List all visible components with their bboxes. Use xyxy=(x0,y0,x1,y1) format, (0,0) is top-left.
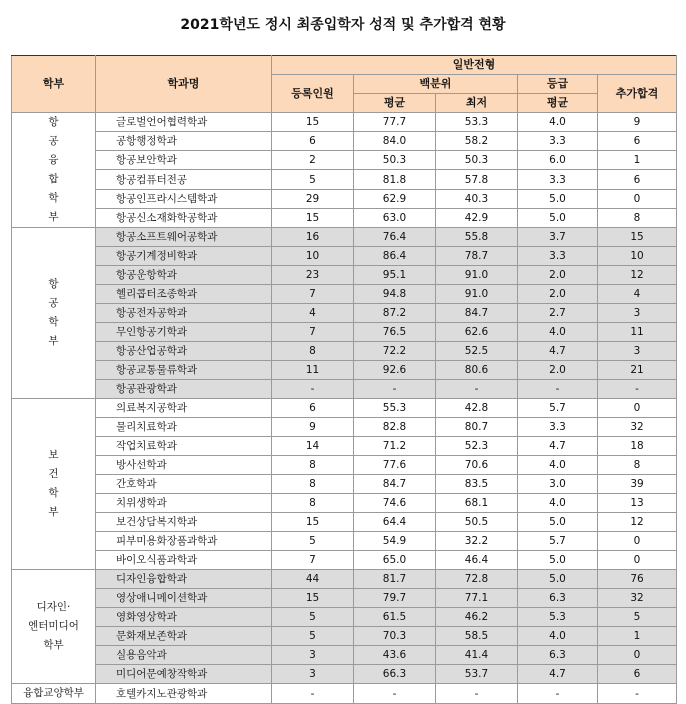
enrolled-cell: 7 xyxy=(272,551,354,570)
grade-avg-cell: 6.3 xyxy=(518,589,598,608)
table-row xyxy=(12,608,677,627)
percentile-avg-cell: 72.2 xyxy=(354,342,436,361)
additional-cell: 4 xyxy=(598,285,677,304)
enrolled-cell: 3 xyxy=(272,646,354,665)
table-row xyxy=(12,380,677,399)
percentile-avg-cell: 87.2 xyxy=(354,304,436,323)
grade-avg-cell: 4.0 xyxy=(518,494,598,513)
percentile-min-cell: 84.7 xyxy=(436,304,518,323)
grade-avg-cell: 3.0 xyxy=(518,475,598,494)
grade-avg-cell: 5.0 xyxy=(518,551,598,570)
percentile-min-cell: 58.2 xyxy=(436,132,518,151)
additional-cell: 15 xyxy=(598,228,677,247)
enrolled-cell: 5 xyxy=(272,627,354,646)
department-cell: 무인항공기학과 xyxy=(96,323,272,342)
grade-avg-cell: 5.7 xyxy=(518,532,598,551)
percentile-avg-cell: 62.9 xyxy=(354,189,436,208)
table-row xyxy=(12,399,677,418)
grade-avg-cell: 3.3 xyxy=(518,132,598,151)
division-name-line: 학 xyxy=(48,316,59,328)
division-cell xyxy=(12,570,96,684)
division-name-line: 융 xyxy=(48,154,59,166)
additional-cell: 10 xyxy=(598,247,677,266)
additional-cell: 21 xyxy=(598,361,677,380)
department-cell: 실용음악과 xyxy=(96,646,272,665)
grade-avg-cell: 3.3 xyxy=(518,418,598,437)
enrolled-cell: 16 xyxy=(272,228,354,247)
enrolled-cell: - xyxy=(272,380,354,399)
additional-cell: 1 xyxy=(598,627,677,646)
table-row xyxy=(12,170,677,189)
table-row xyxy=(12,684,677,704)
grade-avg-cell: 5.0 xyxy=(518,208,598,227)
table-row xyxy=(12,323,677,342)
table-row xyxy=(12,113,677,132)
enrolled-cell: 5 xyxy=(272,170,354,189)
division-name-line: 항 xyxy=(48,278,59,290)
percentile-min-cell: 41.4 xyxy=(436,646,518,665)
grade-avg-cell: 6.0 xyxy=(518,151,598,170)
department-cell: 항공운항학과 xyxy=(96,266,272,285)
division-name-line: 디자인· xyxy=(36,601,71,613)
table-row xyxy=(12,151,677,170)
additional-cell: 3 xyxy=(598,304,677,323)
percentile-min-cell: - xyxy=(436,684,518,704)
percentile-min-cell: 91.0 xyxy=(436,285,518,304)
department-cell: 호텔카지노관광학과 xyxy=(96,684,272,704)
additional-cell: 8 xyxy=(598,456,677,475)
division-name-line: 부 xyxy=(48,335,59,347)
grade-avg-cell: 6.3 xyxy=(518,646,598,665)
percentile-avg-cell: 70.3 xyxy=(354,627,436,646)
percentile-min-cell: 91.0 xyxy=(436,266,518,285)
department-cell: 항공전자공학과 xyxy=(96,304,272,323)
admission-results-table xyxy=(11,55,677,704)
department-cell: 항공소프트웨어공학과 xyxy=(96,228,272,247)
header-general-admission: 일반전형 xyxy=(272,56,677,75)
table-row xyxy=(12,456,677,475)
enrolled-cell: 8 xyxy=(272,456,354,475)
additional-cell: 0 xyxy=(598,646,677,665)
additional-cell: 1 xyxy=(598,151,677,170)
percentile-avg-cell: 61.5 xyxy=(354,608,436,627)
department-cell: 간호학과 xyxy=(96,475,272,494)
division-name-line: 합 xyxy=(48,173,59,185)
percentile-min-cell: 55.8 xyxy=(436,228,518,247)
percentile-min-cell: 52.3 xyxy=(436,437,518,456)
grade-avg-cell: 4.0 xyxy=(518,113,598,132)
enrolled-cell: 15 xyxy=(272,208,354,227)
table-row xyxy=(12,437,677,456)
additional-cell: 12 xyxy=(598,513,677,532)
enrolled-cell: 8 xyxy=(272,342,354,361)
additional-cell: 6 xyxy=(598,132,677,151)
percentile-min-cell: 78.7 xyxy=(436,247,518,266)
additional-cell: 0 xyxy=(598,399,677,418)
table-row xyxy=(12,132,677,151)
table-row xyxy=(12,475,677,494)
percentile-avg-cell: 65.0 xyxy=(354,551,436,570)
percentile-avg-cell: 43.6 xyxy=(354,646,436,665)
grade-avg-cell: 2.7 xyxy=(518,304,598,323)
enrolled-cell: - xyxy=(272,684,354,704)
department-cell: 영화영상학과 xyxy=(96,608,272,627)
additional-cell: 13 xyxy=(598,494,677,513)
table-row xyxy=(12,665,677,684)
percentile-avg-cell: 55.3 xyxy=(354,399,436,418)
additional-cell: 3 xyxy=(598,342,677,361)
additional-cell: 0 xyxy=(598,551,677,570)
table-row xyxy=(12,247,677,266)
header-enrolled: 등록인원 xyxy=(272,75,354,113)
additional-cell: 6 xyxy=(598,665,677,684)
department-cell: 항공보안학과 xyxy=(96,151,272,170)
percentile-min-cell: 50.3 xyxy=(436,151,518,170)
department-cell: 디자인융합학과 xyxy=(96,570,272,589)
percentile-avg-cell: 63.0 xyxy=(354,208,436,227)
additional-cell: 5 xyxy=(598,608,677,627)
additional-cell: 11 xyxy=(598,323,677,342)
department-cell: 항공컴퓨터전공 xyxy=(96,170,272,189)
table-header xyxy=(12,56,677,113)
header-percentile: 백분위 xyxy=(354,75,518,94)
percentile-avg-cell: 64.4 xyxy=(354,513,436,532)
department-cell: 작업치료학과 xyxy=(96,437,272,456)
percentile-min-cell: 40.3 xyxy=(436,189,518,208)
enrolled-cell: 8 xyxy=(272,475,354,494)
header-department: 학과명 xyxy=(96,56,272,113)
table-row xyxy=(12,208,677,227)
percentile-avg-cell: 79.7 xyxy=(354,589,436,608)
division-name-line: 학 xyxy=(48,192,59,204)
header-division: 학부 xyxy=(12,56,96,113)
grade-avg-cell: 5.0 xyxy=(518,189,598,208)
table-row xyxy=(12,551,677,570)
percentile-min-cell: 50.5 xyxy=(436,513,518,532)
percentile-avg-cell: 86.4 xyxy=(354,247,436,266)
header-additional: 추가합격 xyxy=(598,75,677,113)
division-name-line: 엔터미디어 xyxy=(28,620,79,632)
percentile-min-cell: 52.5 xyxy=(436,342,518,361)
percentile-avg-cell: 81.8 xyxy=(354,170,436,189)
table-row xyxy=(12,285,677,304)
department-cell: 공항행정학과 xyxy=(96,132,272,151)
grade-avg-cell: 4.7 xyxy=(518,342,598,361)
department-cell: 헬리콥터조종학과 xyxy=(96,285,272,304)
department-cell: 영상애니메이션학과 xyxy=(96,589,272,608)
department-cell: 글로벌언어협력학과 xyxy=(96,113,272,132)
percentile-min-cell: 58.5 xyxy=(436,627,518,646)
percentile-avg-cell: 94.8 xyxy=(354,285,436,304)
enrolled-cell: 10 xyxy=(272,247,354,266)
division-name-line: 융합교양학부 xyxy=(23,687,84,699)
percentile-avg-cell: 77.7 xyxy=(354,113,436,132)
department-cell: 방사선학과 xyxy=(96,456,272,475)
percentile-min-cell: 46.4 xyxy=(436,551,518,570)
enrolled-cell: 6 xyxy=(272,399,354,418)
grade-avg-cell: 4.0 xyxy=(518,627,598,646)
additional-cell: 0 xyxy=(598,189,677,208)
enrolled-cell: 6 xyxy=(272,132,354,151)
additional-cell: 6 xyxy=(598,170,677,189)
percentile-avg-cell: 82.8 xyxy=(354,418,436,437)
percentile-min-cell: - xyxy=(436,380,518,399)
additional-cell: 8 xyxy=(598,208,677,227)
percentile-avg-cell: - xyxy=(354,380,436,399)
grade-avg-cell: 5.0 xyxy=(518,513,598,532)
department-cell: 항공인프라시스템학과 xyxy=(96,189,272,208)
percentile-avg-cell: 54.9 xyxy=(354,532,436,551)
enrolled-cell: 15 xyxy=(272,589,354,608)
header-percentile-avg: 평균 xyxy=(354,94,436,113)
enrolled-cell: 11 xyxy=(272,361,354,380)
department-cell: 항공신소재화학공학과 xyxy=(96,208,272,227)
percentile-min-cell: 42.9 xyxy=(436,208,518,227)
percentile-avg-cell: 50.3 xyxy=(354,151,436,170)
percentile-avg-cell: 76.5 xyxy=(354,323,436,342)
percentile-min-cell: 80.7 xyxy=(436,418,518,437)
percentile-avg-cell: 81.7 xyxy=(354,570,436,589)
table-body xyxy=(12,113,677,704)
department-cell: 문화재보존학과 xyxy=(96,627,272,646)
header-percentile-min: 최저 xyxy=(436,94,518,113)
division-name-line: 보 xyxy=(48,449,59,461)
additional-cell: 0 xyxy=(598,532,677,551)
division-name-line: 부 xyxy=(48,506,59,518)
table-row xyxy=(12,228,677,247)
department-cell: 보건상담복지학과 xyxy=(96,513,272,532)
table-row xyxy=(12,494,677,513)
department-cell: 피부미용화장품과학과 xyxy=(96,532,272,551)
enrolled-cell: 29 xyxy=(272,189,354,208)
percentile-min-cell: 62.6 xyxy=(436,323,518,342)
grade-avg-cell: 2.0 xyxy=(518,361,598,380)
enrolled-cell: 14 xyxy=(272,437,354,456)
division-cell xyxy=(12,684,96,704)
grade-avg-cell: 3.3 xyxy=(518,170,598,189)
division-name-line: 부 xyxy=(48,211,59,223)
table-row xyxy=(12,361,677,380)
additional-cell: 76 xyxy=(598,570,677,589)
grade-avg-cell: 5.0 xyxy=(518,570,598,589)
percentile-avg-cell: 84.0 xyxy=(354,132,436,151)
enrolled-cell: 4 xyxy=(272,304,354,323)
header-grade: 등급 xyxy=(518,75,598,94)
grade-avg-cell: 5.7 xyxy=(518,399,598,418)
division-cell xyxy=(12,399,96,570)
department-cell: 바이오식품과학과 xyxy=(96,551,272,570)
enrolled-cell: 5 xyxy=(272,532,354,551)
percentile-min-cell: 53.3 xyxy=(436,113,518,132)
grade-avg-cell: 4.0 xyxy=(518,323,598,342)
table-row xyxy=(12,342,677,361)
percentile-min-cell: 42.8 xyxy=(436,399,518,418)
department-cell: 의료복지공학과 xyxy=(96,399,272,418)
percentile-avg-cell: 95.1 xyxy=(354,266,436,285)
grade-avg-cell: 4.7 xyxy=(518,437,598,456)
percentile-min-cell: 83.5 xyxy=(436,475,518,494)
enrolled-cell: 7 xyxy=(272,285,354,304)
enrolled-cell: 44 xyxy=(272,570,354,589)
percentile-avg-cell: 71.2 xyxy=(354,437,436,456)
grade-avg-cell: 4.0 xyxy=(518,456,598,475)
table-row xyxy=(12,646,677,665)
percentile-min-cell: 32.2 xyxy=(436,532,518,551)
table-row xyxy=(12,570,677,589)
header-grade-avg: 평균 xyxy=(518,94,598,113)
percentile-min-cell: 70.6 xyxy=(436,456,518,475)
percentile-min-cell: 68.1 xyxy=(436,494,518,513)
enrolled-cell: 9 xyxy=(272,418,354,437)
enrolled-cell: 3 xyxy=(272,665,354,684)
grade-avg-cell: 3.3 xyxy=(518,247,598,266)
percentile-min-cell: 57.8 xyxy=(436,170,518,189)
additional-cell: 32 xyxy=(598,589,677,608)
percentile-min-cell: 72.8 xyxy=(436,570,518,589)
grade-avg-cell: 2.0 xyxy=(518,285,598,304)
enrolled-cell: 15 xyxy=(272,113,354,132)
enrolled-cell: 8 xyxy=(272,494,354,513)
enrolled-cell: 5 xyxy=(272,608,354,627)
division-name-line: 건 xyxy=(48,468,59,480)
division-cell xyxy=(12,113,96,228)
enrolled-cell: 15 xyxy=(272,513,354,532)
additional-cell: 9 xyxy=(598,113,677,132)
division-cell xyxy=(12,228,96,399)
department-cell: 물리치료학과 xyxy=(96,418,272,437)
department-cell: 항공관광학과 xyxy=(96,380,272,399)
percentile-avg-cell: 92.6 xyxy=(354,361,436,380)
table-row xyxy=(12,266,677,285)
department-cell: 치위생학과 xyxy=(96,494,272,513)
percentile-avg-cell: 76.4 xyxy=(354,228,436,247)
table-row xyxy=(12,418,677,437)
percentile-min-cell: 80.6 xyxy=(436,361,518,380)
table-row xyxy=(12,589,677,608)
percentile-avg-cell: 66.3 xyxy=(354,665,436,684)
grade-avg-cell: 3.7 xyxy=(518,228,598,247)
grade-avg-cell: 5.3 xyxy=(518,608,598,627)
additional-cell: - xyxy=(598,380,677,399)
division-name-line: 공 xyxy=(48,297,59,309)
department-cell: 항공산업공학과 xyxy=(96,342,272,361)
page-title: 2021학년도 정시 최종입학자 성적 및 추가합격 현황 xyxy=(180,17,506,33)
enrolled-cell: 2 xyxy=(272,151,354,170)
table-row xyxy=(12,513,677,532)
additional-cell: - xyxy=(598,684,677,704)
percentile-min-cell: 53.7 xyxy=(436,665,518,684)
additional-cell: 39 xyxy=(598,475,677,494)
division-name-line: 학부 xyxy=(43,639,64,651)
grade-avg-cell: 2.0 xyxy=(518,266,598,285)
division-name-line: 공 xyxy=(48,135,59,147)
percentile-avg-cell: 84.7 xyxy=(354,475,436,494)
additional-cell: 12 xyxy=(598,266,677,285)
grade-avg-cell: 4.7 xyxy=(518,665,598,684)
table-row xyxy=(12,532,677,551)
percentile-avg-cell: - xyxy=(354,684,436,704)
percentile-min-cell: 77.1 xyxy=(436,589,518,608)
division-name-line: 학 xyxy=(48,487,59,499)
department-cell: 미디어문예창작학과 xyxy=(96,665,272,684)
grade-avg-cell: - xyxy=(518,684,598,704)
table-row xyxy=(12,304,677,323)
percentile-avg-cell: 74.6 xyxy=(354,494,436,513)
grade-avg-cell: - xyxy=(518,380,598,399)
enrolled-cell: 7 xyxy=(272,323,354,342)
department-cell: 항공교통물류학과 xyxy=(96,361,272,380)
table-row xyxy=(12,189,677,208)
percentile-min-cell: 46.2 xyxy=(436,608,518,627)
table-row xyxy=(12,627,677,646)
additional-cell: 18 xyxy=(598,437,677,456)
enrolled-cell: 23 xyxy=(272,266,354,285)
percentile-avg-cell: 77.6 xyxy=(354,456,436,475)
department-cell: 항공기계정비학과 xyxy=(96,247,272,266)
additional-cell: 32 xyxy=(598,418,677,437)
division-name-line: 항 xyxy=(48,116,59,128)
